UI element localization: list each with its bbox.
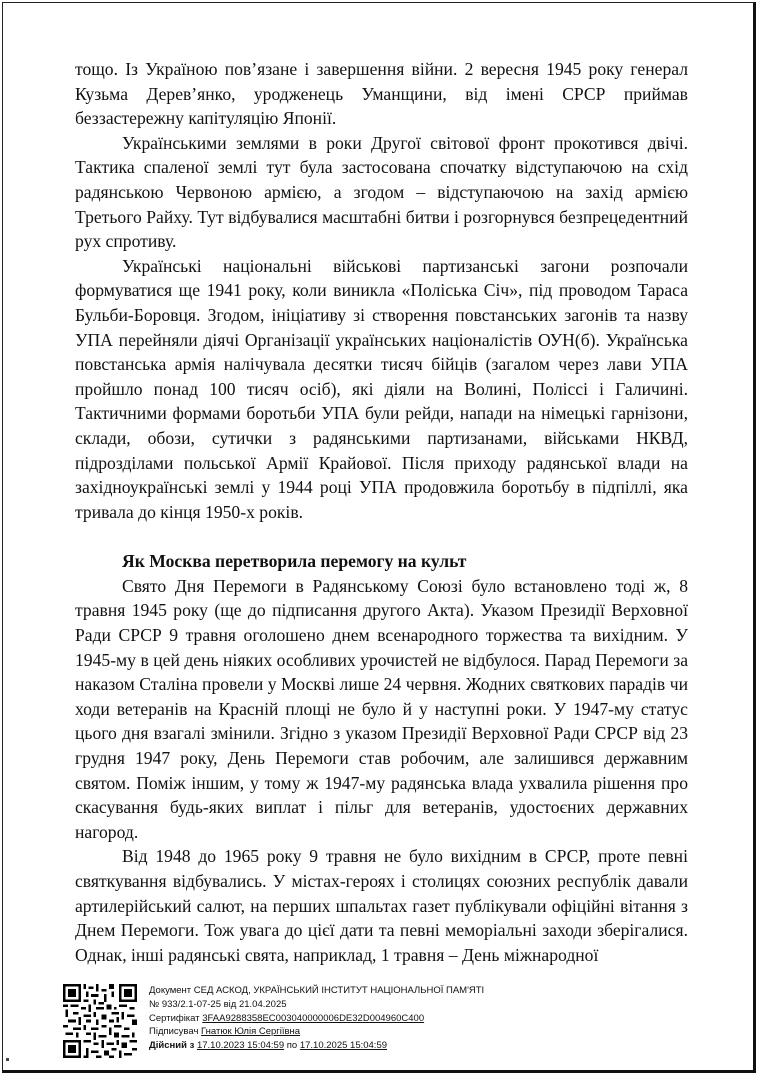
- valid-to-value: 17.10.2025 15:04:59: [299, 1040, 388, 1052]
- qr-code-icon: [63, 984, 137, 1058]
- paragraph-1948-1965: Від 1948 до 1965 року 9 травня не було вихідним в СРСР, проте певні святкування відбувались. У містах-героях і столицях союзних республік давали артилерійський салют, на перших шпальтах газет публікували офіційні вітання з Днем Перемоги. Тож увага до цієї дати та певні меморіальні заходи зберігалися. Однак, інші радянські свята, наприклад, 1 травня – День міжнародної: [75, 846, 688, 965]
- certificate-line: [149, 1012, 709, 1026]
- digital-signature-stamp: [149, 984, 709, 1053]
- certificate-label: Сертифікат: [149, 1012, 200, 1024]
- paragraph-victory-day: Свято Дня Перемоги в Радянському Союзі було встановлено тоді ж, 8 травня 1945 року (ще до підписання другого Акта). Указом Президії Верховної Ради СРСР 9 травня оголошено днем всенародного торжества та вихідним. У 1945-му в цей день ніяких особливих урочистей не відбулося. Парад Перемоги за наказом Сталіна провели у Москві лише 24 червня. Жодних святкових парадів чи ходи ветеранів на Красній площі не було й у наступні роки. У 1947-му статус цього дня взагалі змінили. Згідно з указом Президії Верховної Ради СРСР від 23 грудня 1947 року, День Перемоги став робочим, але залишився державним святом. Поміж іншим, у тому ж 1947-му радянська влада ухвалила рішення про скасування будь-яких виплат і пільг для ветеранів, удостоєних державних нагород.: [75, 575, 688, 842]
- valid-from-value: 17.10.2023 15:04:59: [196, 1040, 285, 1052]
- valid-from-label: Дійсний з: [149, 1040, 195, 1052]
- paragraph-continuation: тощо. Із Україною пов’язане і завершення війни. 2 вересня 1945 року генерал Кузьма Дерев’янко, уродженець Уманщини, від імені СРСР приймав беззастережну капітуляцію Японії.: [75, 59, 688, 129]
- signer-label: Підписувач: [149, 1026, 199, 1038]
- paragraph-upa: Українські національні військові партизанські загони розпочали формуватися ще 1941 року, коли виникла «Поліська Січ», під проводом Тараса Бульби-Боровця. Згодом, ініціативу зі створення повстанських загонів та назву УПА перейняли діячі Організації українських націоналістів ОУН(б). Українська повстанська армія налічувала десятки тисяч бійців (загалом через лави УПА пройшло понад 100 тисяч осіб), які діяли на Волині, Поліссі і Галичині. Тактичними формами боротьби УПА були рейди, напади на німецькі гарнізони, склади, обози, сутички з радянськими партизанами, військами НКВД, підрозділами польської Армії Крайової. Після приходу радянської влади на західноукраїнські землі у 1944 році УПА продовжила боротьбу в підпіллі, яка тривала до кінця 1950-х років.: [75, 255, 688, 522]
- signer-line: [149, 1025, 709, 1039]
- corner-mark: [6, 1058, 9, 1061]
- number-line: № 933/2.1-07-25 від 21.04.2025: [149, 998, 287, 1010]
- validity-line: [149, 1039, 709, 1053]
- signer-value: Гнатюк Юлія Сергіївна: [201, 1026, 301, 1038]
- section-heading: Як Москва перетворила перемогу на культ: [122, 551, 467, 572]
- valid-to-label: по: [286, 1040, 298, 1052]
- certificate-value: 3FAA9288358EC003040000006DE32D004960C400: [202, 1012, 425, 1024]
- paragraph-front: Українськими землями в роки Другої світової фронт прокотився двічі. Тактика спаленої землі тут була застосована спочатку відступаючою на схід радянською Червоною армією, а згодом – відступаючою на захід армією Третього Райху. Тут відбувалися масштабні битви і розгорнувся безпрецедентний рух спротиву.: [75, 132, 688, 252]
- document-body: [75, 57, 688, 967]
- signature-footer: [63, 984, 703, 1056]
- doc-line: Документ СЕД АСКОД, УКРАЇНСЬКИЙ ІНСТИТУТ НАЦІОНАЛЬНОЇ ПАМ'ЯТІ: [149, 985, 485, 996]
